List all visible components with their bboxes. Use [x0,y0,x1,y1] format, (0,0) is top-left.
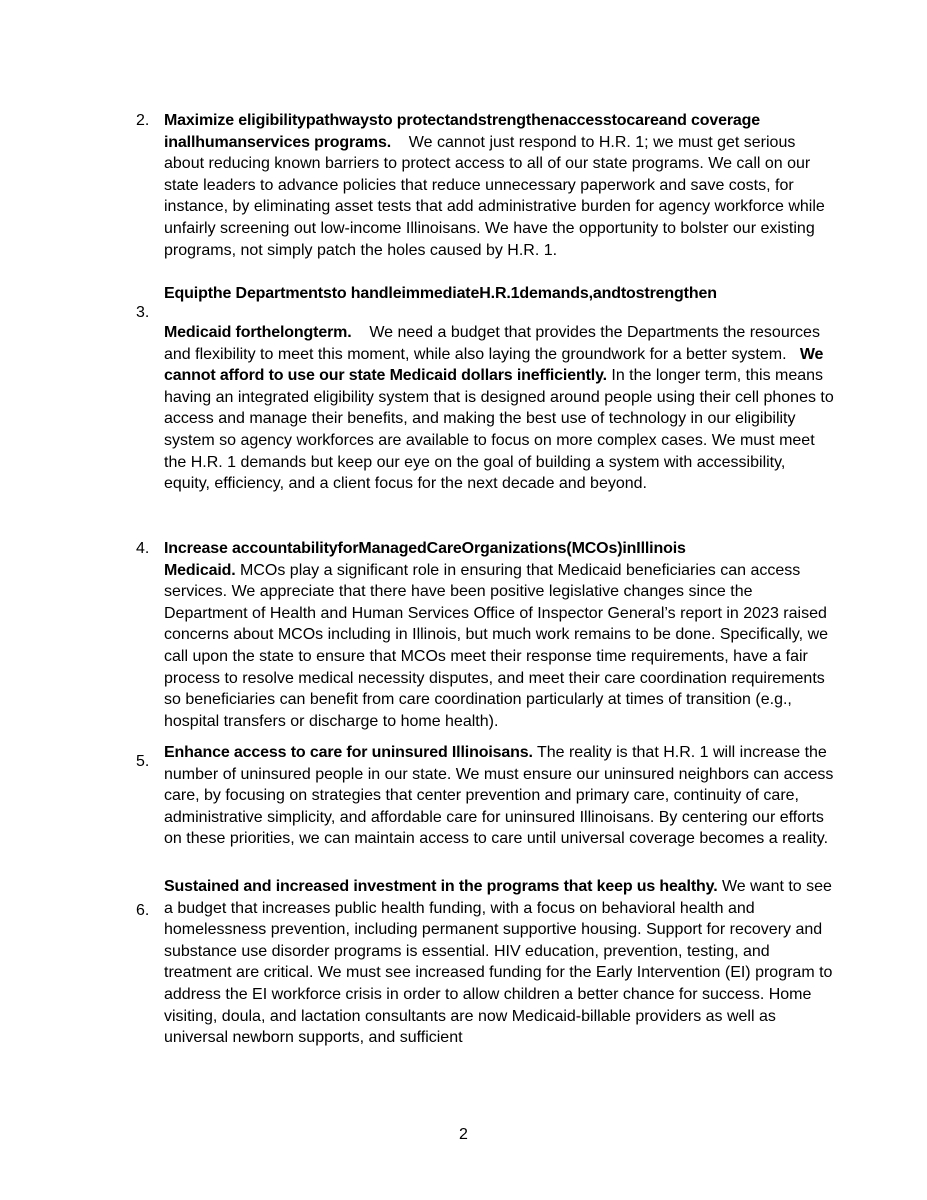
list-item-5-body: The reality is that H.R. 1 will increase the number of uninsured people in our state. We must ensure our uninsured neighbors can access care, by focusing on strategies that center prevention and primary care, continuity of care, administrative simplicity, and affordable care for uninsured Illinoisans. By centering our efforts on these priorities, we can maintain access to care until universal coverage becomes a reality. [164,744,834,848]
list-item-3-bold-inline: We cannot afford to use our state Medicaid dollars inefficiently. [164,345,824,385]
list-item-4-body: MCOs play a significant role in ensuring that Medicaid beneficiaries can access services. We appreciate that there have been positive legislative changes since the Department of Health and Human Services Office of Inspector General’s report in 2023 raised concerns about MCOs including in Illinois, but much work remains to be done. Specifically, we call upon the state to ensure that MCOs meet their response time requirements, have a fair process to resolve medical necessity disputes, and meet their care coordination requirements so beneficiaries can benefit from care coordination particularly at times of transition (e.g., hospital transfers or discharge to home health). [164,561,829,730]
list-number-2: 2. [136,112,150,129]
list-item-4-heading-line1: Increase accountabilityforManagedCareOrganizations(MCOs)inIllinois [164,540,686,557]
list-item-4-heading-line1-row [164,538,834,560]
list-item-5-heading: Enhance access to care for uninsured Illinoisans. [164,744,533,761]
list-item-3-text [164,322,834,495]
list-item-5-text [164,742,834,850]
list-number-6: 6. [136,902,150,919]
list-item-2-body: We cannot just respond to H.R. 1; we must get serious about reducing known barriers to protect access to all of our state programs. We call on our state leaders to advance policies that reduce unnecessary paperwork and save costs, for instance, by eliminating asset tests that add administrative burden for agency workforce while unfairly screening out low-income Illinoisans. We have the opportunity to bolster our existing programs, not simply patch the holes caused by H.R. 1. [164,133,825,259]
list-item-3 [164,283,834,305]
list-number-3: 3. [136,304,150,321]
list-item-6 [164,876,834,1049]
list-item-4-text [164,560,834,733]
list-item-2-text [164,110,834,261]
list-item-4-heading-line2: Medicaid. [164,561,236,579]
list-item-6-body: We want to see a budget that increases public health funding, with a focus on behavioral health and homelessness prevention, including permanent supportive housing. Support for recovery and substance use disorder programs is essential. HIV education, prevention, testing, and treatment are critical. We must see increased funding for the Early Intervention (EI) program to address the EI workforce crisis in order to allow children a better chance for success. Home visiting, doula, and lactation consultants are now Medicaid-billable providers as well as universal newborn supports, and sufficient [164,878,833,1047]
list-item-4 [164,538,834,732]
list-item-5 [164,742,834,850]
list-item-6-text [164,876,834,1049]
list-item-6-heading: Sustained and increased investment in the programs that keep us healthy. [164,878,718,895]
page-number: 2 [459,1126,468,1143]
list-item-3-continued [164,322,834,495]
list-item-3-heading-line2: Medicaid forthelongterm. [164,324,352,341]
list-item-3-heading-line1: Equipthe Departmentsto handleimmediateH.R.1demands,andtostrengthen [164,285,717,302]
list-item-3-body-b: In the longer term, this means having an integrated eligibility system that is designed around people using their cell phones to access and manage their benefits, and making the best use of technology in our eligibility system so agency workforces are available to focus on more complex cases. We must meet the H.R. 1 demands but keep our eye on the goal of building a system with accessibility, equity, efficiency, and a client focus for the next decade and beyond. [164,367,834,493]
list-item-2 [164,110,834,261]
list-item-2-heading: Maximize eligibilitypathwaysto protectandstrengthenaccesstocareand coverage inallhumanservices programs. [164,112,761,151]
list-number-5: 5. [136,753,150,770]
list-number-4: 4. [136,540,150,557]
list-item-3-body-a: We need a budget that provides the Departments the resources and flexibility to meet this moment, while also laying the groundwork for a better system. [164,324,820,363]
list-item-3-heading-line1-row [164,283,834,305]
